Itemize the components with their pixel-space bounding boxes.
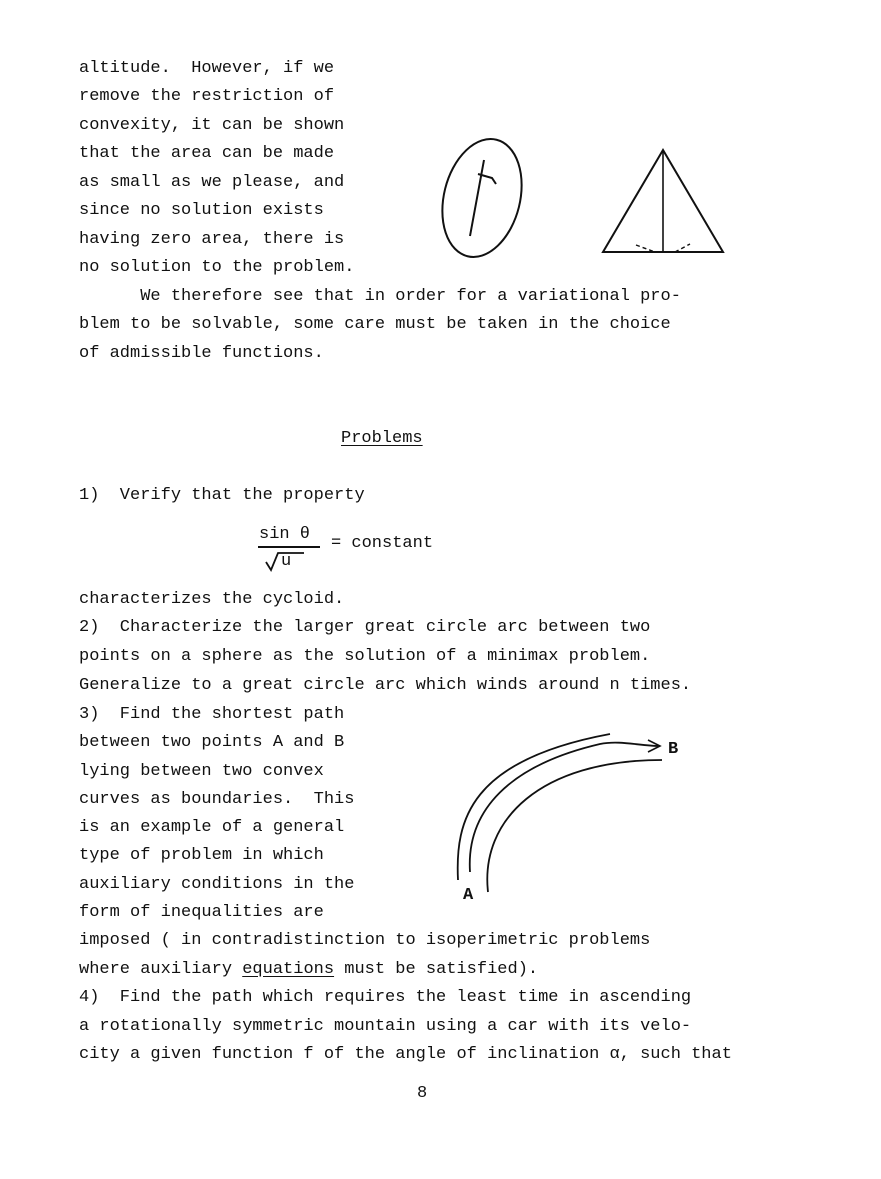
text-line: a rotationally symmetric mountain using a car with its velo- (79, 1017, 692, 1036)
text-line: type of problem in which (79, 846, 324, 865)
text-segment: where auxiliary (79, 960, 243, 979)
text-line: that the area can be made (79, 144, 335, 163)
text-line: form of inequalities are (79, 903, 324, 922)
text-line: between two points A and B (79, 733, 345, 752)
text-line: 3) Find the shortest path (79, 705, 345, 724)
text-line: lying between two convex (79, 762, 324, 781)
text-line: city a given function f of the angle of inclination α, such that (79, 1045, 732, 1064)
text-segment: must be satisfied). (334, 960, 539, 979)
underlined-word: equations (242, 960, 335, 979)
text-line: remove the restriction of (79, 87, 335, 106)
text-line: imposed ( in contradistinction to isoperimetric problems (79, 931, 651, 950)
text-line: of admissible functions. (79, 344, 324, 363)
formula-denominator: u (281, 552, 292, 571)
text-line: altitude. However, if we (79, 59, 335, 78)
formula-rhs: = constant (331, 534, 434, 553)
text-line: no solution to the problem. (79, 258, 355, 277)
text-line: since no solution exists (79, 201, 324, 220)
point-a-label: A (463, 886, 474, 905)
text-line: characterizes the cycloid. (79, 590, 345, 609)
text-line: is an example of a general (79, 818, 345, 837)
text-line: having zero area, there is (79, 230, 345, 249)
text-line: convexity, it can be shown (79, 116, 345, 135)
text-line: 2) Characterize the larger great circle arc between two (79, 618, 651, 637)
text-line: curves as boundaries. This (79, 790, 355, 809)
text-line: Generalize to a great circle arc which winds around n times. (79, 676, 692, 695)
text-line: as small as we please, and (79, 173, 345, 192)
page-number: 8 (417, 1084, 428, 1103)
text-line: auxiliary conditions in the (79, 875, 355, 894)
formula-numerator: sin θ (259, 525, 311, 544)
text-line: 1) Verify that the property (79, 486, 365, 505)
outer-boundary-curve (458, 734, 610, 880)
text-line: points on a sphere as the solution of a minimax problem. (79, 647, 651, 666)
section-heading: Problems (341, 429, 423, 448)
text-line: We therefore see that in order for a variational pro- (79, 287, 681, 306)
point-b-label: B (668, 740, 679, 759)
text-line: blem to be solvable, some care must be taken in the choice (79, 315, 671, 334)
text-line: 4) Find the path which requires the least time in ascending (79, 988, 692, 1007)
